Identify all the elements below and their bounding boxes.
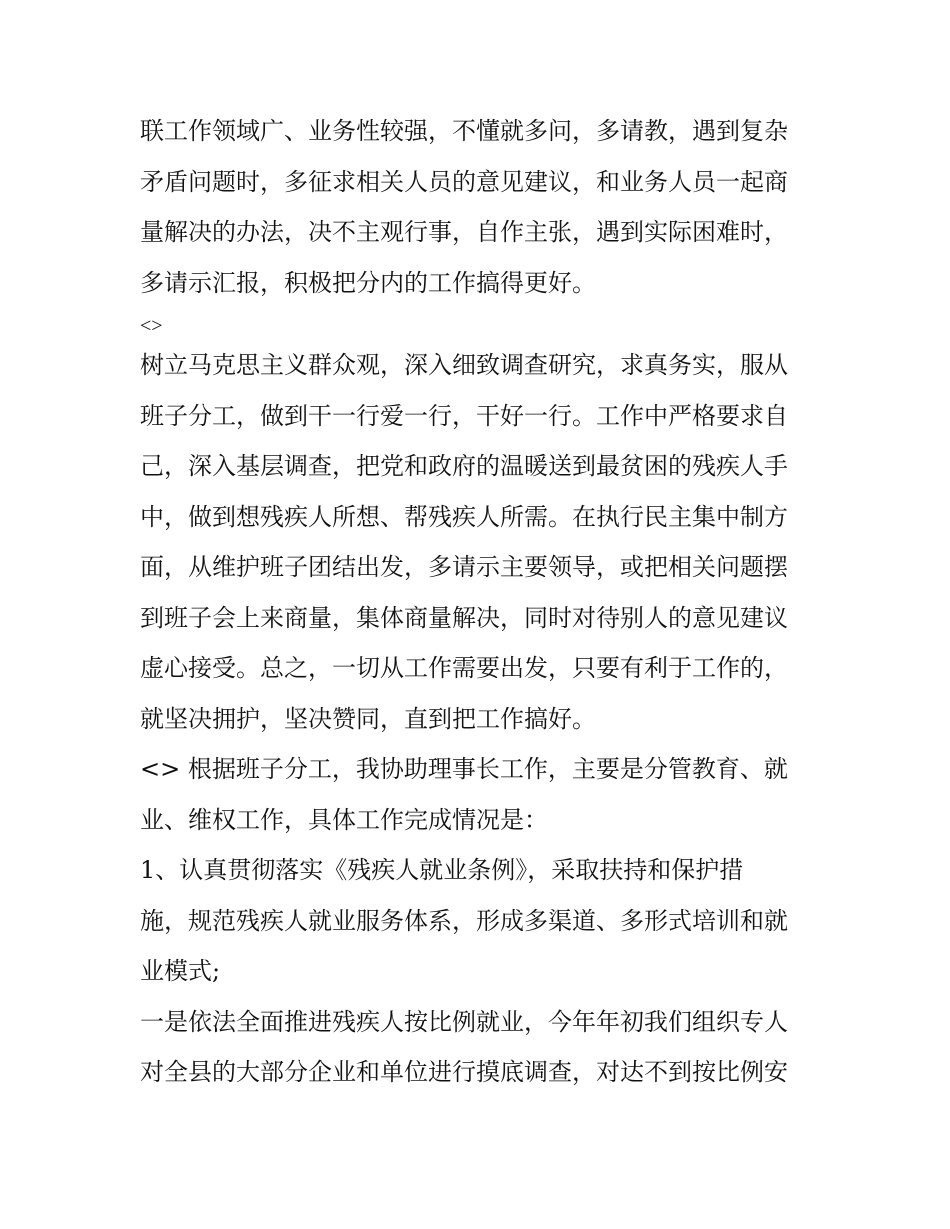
text-line: 中，做到想残疾人所想、帮残疾人所需。在执行民主集中制方 [140,502,788,531]
text-line: 到班子会上来商量，集体商量解决，同时对待别人的意见建议 [140,603,788,632]
text-line: 多请示汇报，积极把分内的工作搞得更好。 [140,268,596,297]
document-body [140,110,830,1102]
text-line: 树立马克思主义群众观，深入细致调查研究，求真务实，服从 [140,351,788,379]
text-line: 联工作领域广、业务性较强，不懂就多问，多请教，遇到复杂 [140,117,788,145]
text-line: <> 根据班子分工，我协助理事长工作，主要是分管教育、就 [140,755,788,783]
text-line: 班子分工，做到干一行爱一行，干好一行。工作中严格要求自 [140,401,788,430]
text-line: 己，深入基层调查，把党和政府的温暖送到最贫困的残疾人手 [140,452,788,480]
text-line: 业模式; [140,957,221,985]
text-line: 业、维权工作，具体工作完成情况是： [140,805,548,834]
text-line: 施，规范残疾人就业服务体系，形成多渠道、多形式培训和就 [140,906,788,935]
text-line: 面，从维护班子团结出发，多请示主要领导，或把相关问题摆 [140,553,788,581]
text-line: 一是依法全面推进残疾人按比例就业，今年年初我们组织专人 [140,1007,788,1036]
section-marker: <> [140,315,163,337]
text-line: 虚心接受。总之，一切从工作需要出发，只要有利于工作的， [140,654,788,682]
text-line: 矛盾问题时，多征求相关人员的意见建议，和业务人员一起商 [140,167,788,196]
text-line: 1、认真贯彻落实《残疾人就业条例》，采取扶持和保护措 [140,856,744,884]
text-line: 就坚决拥护，坚决赞同，直到把工作搞好。 [140,704,596,733]
text-line: 对全县的大部分企业和单位进行摸底调查，对达不到按比例安 [140,1058,788,1086]
text-line: 量解决的办法，决不主观行事，自作主张，遇到实际困难时， [140,218,788,246]
